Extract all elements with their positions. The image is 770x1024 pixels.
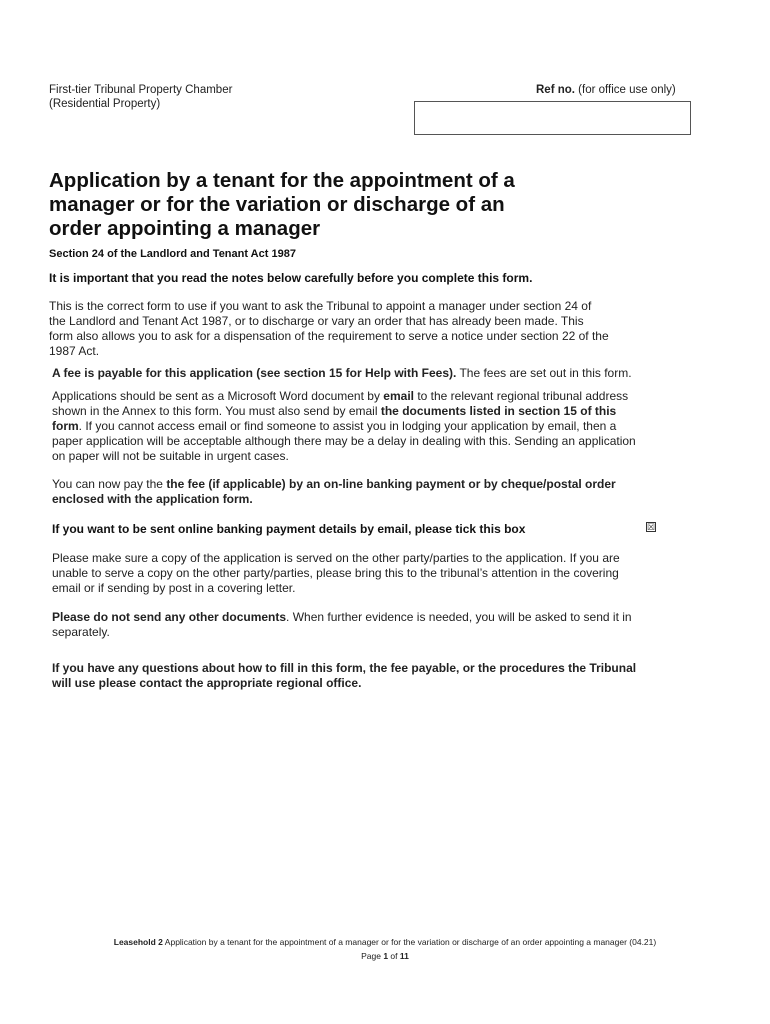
service-line3: email or if sending by post in a covering letter. — [52, 581, 296, 595]
page-number — [0, 951, 770, 961]
tribunal-name-line1: First-tier Tribunal Property Chamber — [49, 84, 233, 96]
ref-no-field[interactable] — [414, 101, 691, 135]
page-total: 11 — [399, 951, 409, 961]
email-text-h: paper application will be acceptable although there may be a delay in dealing with this. Sending an application — [52, 434, 636, 448]
footer-form-code: Leasehold 2 — [113, 937, 163, 947]
form-title-line3: order appointing a manager — [49, 217, 321, 240]
payment-text-a: You can now pay the — [52, 477, 167, 491]
service-paragraph — [52, 551, 717, 596]
email-text-b: email — [383, 389, 414, 403]
intro-line4: 1987 Act. — [49, 344, 100, 358]
payment-text-c: enclosed with the application form. — [52, 492, 253, 506]
intro-line2: the Landlord and Tenant Act 1987, or to discharge or vary an order that has already been made. This — [49, 314, 584, 328]
fee-paragraph — [52, 366, 717, 381]
page-of-word: of — [388, 951, 400, 961]
form-title-line1: Application by a tenant for the appointment of a — [49, 169, 515, 192]
page-current: 1 — [383, 951, 389, 961]
fee-rest-text: The fees are set out in this form. — [456, 366, 632, 380]
email-text-d: shown in the Annex to this form. You must also send by email — [52, 404, 381, 418]
questions-line1: If you have any questions about how to fill in this form, the fee payable, or the procedures the Tribunal — [52, 661, 637, 675]
payment-paragraph — [52, 477, 717, 507]
ref-no-label-bold: Ref no. — [536, 84, 575, 96]
footer-form-desc: Application by a tenant for the appointment of a manager or for the variation or discharge of an order appointing a manager (04.21) — [162, 937, 657, 947]
no-documents-rest: . When further evidence is needed, you will be asked to send it in — [286, 610, 632, 624]
service-line2: unable to serve a copy on the other party/parties, please bring this to the tribunal’s attention in the covering — [52, 566, 619, 580]
no-documents-paragraph — [52, 610, 717, 640]
fee-bold-text: A fee is payable for this application (see section 15 for Help with Fees). — [52, 366, 457, 380]
email-text-g: . If you cannot access email or find someone to assist you in lodging your application by email, then a — [78, 419, 617, 433]
email-text-c: to the relevant regional tribunal address — [413, 389, 629, 403]
form-title-line2: manager or for the variation or discharge of an — [49, 193, 505, 216]
form-title — [49, 169, 589, 241]
no-documents-bold: Please do not send any other documents — [52, 610, 287, 624]
tribunal-name — [49, 83, 232, 111]
page-word: Page — [361, 951, 384, 961]
tribunal-name-line2: (Residential Property) — [49, 98, 161, 110]
legislation-reference: Section 24 of the Landlord and Tenant Act 1987 — [49, 248, 296, 260]
footer-form-description — [0, 937, 770, 947]
email-text-i: on paper will not be suitable in urgent cases. — [52, 449, 289, 463]
ref-no-label-rest: (for office use only) — [574, 84, 676, 96]
important-notice: It is important that you read the notes below carefully before you complete this form. — [49, 271, 533, 285]
ref-no-label — [536, 83, 676, 97]
online-payment-checkbox[interactable]: ☒ — [647, 522, 656, 532]
questions-paragraph — [52, 661, 717, 691]
email-text-f: form — [52, 419, 79, 433]
questions-line2: will use please contact the appropriate regional office. — [52, 676, 362, 690]
email-text-e: the documents listed in section 15 of this — [380, 404, 617, 418]
payment-text-b: the fee (if applicable) by an on-line banking payment or by cheque/postal order — [166, 477, 616, 491]
intro-paragraph — [49, 299, 689, 359]
online-payment-tick-label: If you want to be sent online banking payment details by email, please tick this box — [52, 522, 526, 536]
email-text-a: Applications should be sent as a Microsoft Word document by — [52, 389, 384, 403]
intro-line1: This is the correct form to use if you want to ask the Tribunal to appoint a manager under section 24 of — [49, 299, 592, 313]
intro-line3: form also allows you to ask for a dispensation of the requirement to serve a notice under section 22 of the — [49, 329, 609, 343]
email-application-paragraph — [52, 389, 717, 464]
service-line1: Please make sure a copy of the application is served on the other party/parties to the application. If you are — [52, 551, 620, 565]
no-documents-line2: separately. — [52, 625, 110, 639]
